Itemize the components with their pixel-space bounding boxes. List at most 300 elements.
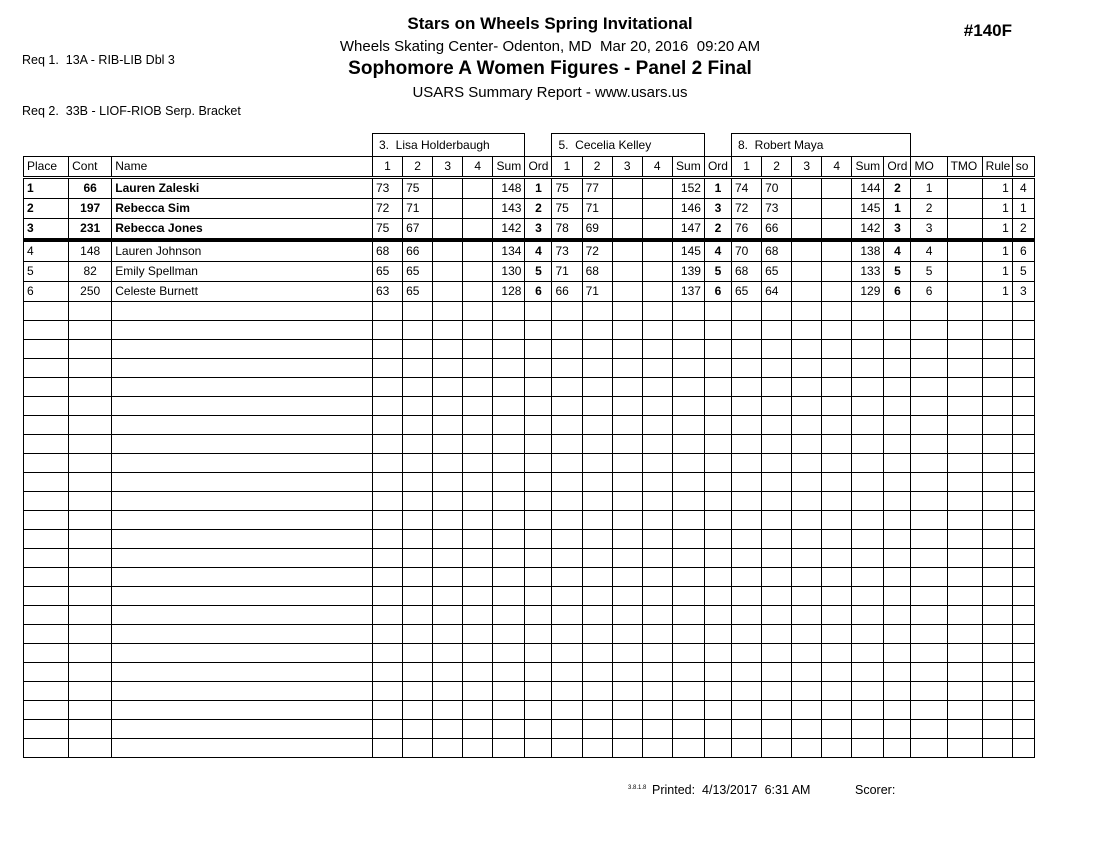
empty-cell <box>525 378 552 397</box>
empty-cell <box>582 321 612 340</box>
empty-cell <box>911 739 947 758</box>
empty-cell <box>1012 511 1034 530</box>
cell-so: 2 <box>1012 219 1034 241</box>
empty-cell <box>112 340 373 359</box>
cell-judge2-score1: 66 <box>552 282 582 302</box>
cell-judge2-score2: 69 <box>582 219 612 241</box>
cell-judge1-sum: 142 <box>493 219 525 241</box>
empty-cell <box>642 701 672 720</box>
empty-cell <box>762 302 792 321</box>
empty-cell <box>732 492 762 511</box>
empty-cell <box>852 644 884 663</box>
cell-judge3-score1: 76 <box>732 219 762 241</box>
cell-judge3-score3 <box>792 199 822 219</box>
empty-cell <box>24 416 69 435</box>
empty-cell <box>852 511 884 530</box>
empty-cell <box>947 530 982 549</box>
empty-cell <box>24 511 69 530</box>
empty-cell <box>24 663 69 682</box>
empty-cell <box>947 701 982 720</box>
empty-cell <box>433 321 463 340</box>
empty-cell <box>642 302 672 321</box>
empty-cell <box>552 340 582 359</box>
cell-so: 3 <box>1012 282 1034 302</box>
report-header <box>0 14 1100 101</box>
empty-cell <box>552 454 582 473</box>
empty-cell <box>493 511 525 530</box>
empty-cell <box>982 416 1012 435</box>
empty-cell <box>612 663 642 682</box>
empty-cell <box>884 644 911 663</box>
empty-cell <box>112 530 373 549</box>
empty-cell <box>69 492 112 511</box>
empty-row <box>24 663 1035 682</box>
empty-cell <box>552 568 582 587</box>
empty-cell <box>463 701 493 720</box>
cell-mo: 5 <box>911 262 947 282</box>
empty-cell <box>672 568 704 587</box>
empty-cell <box>552 549 582 568</box>
empty-cell <box>112 397 373 416</box>
empty-cell <box>493 492 525 511</box>
cell-judge1-score3 <box>433 199 463 219</box>
cell-judge3-score3 <box>792 262 822 282</box>
empty-cell <box>525 321 552 340</box>
empty-cell <box>403 435 433 454</box>
empty-cell <box>69 473 112 492</box>
empty-cell <box>403 644 433 663</box>
software-version: 3.8.1.8 <box>628 785 647 791</box>
cell-judge2-score3 <box>612 219 642 241</box>
empty-cell <box>852 568 884 587</box>
cell-judge3-score2: 65 <box>762 262 792 282</box>
header-judge3-2: 2 <box>762 157 792 178</box>
empty-cell <box>612 701 642 720</box>
header-judge2-1: 1 <box>552 157 582 178</box>
empty-cell <box>463 530 493 549</box>
empty-cell <box>642 587 672 606</box>
empty-cell <box>493 359 525 378</box>
empty-cell <box>911 682 947 701</box>
cell-contestant-number: 148 <box>69 240 112 262</box>
empty-cell <box>24 587 69 606</box>
empty-cell <box>704 511 731 530</box>
empty-cell <box>552 682 582 701</box>
empty-cell <box>672 340 704 359</box>
empty-cell <box>982 663 1012 682</box>
empty-cell <box>463 644 493 663</box>
cell-tmo <box>947 178 982 199</box>
empty-cell <box>732 644 762 663</box>
cell-rule: 1 <box>982 178 1012 199</box>
empty-cell <box>1012 739 1034 758</box>
empty-cell <box>525 587 552 606</box>
empty-cell <box>642 359 672 378</box>
cell-rule: 1 <box>982 262 1012 282</box>
empty-cell <box>372 739 402 758</box>
empty-cell <box>704 321 731 340</box>
empty-cell <box>884 568 911 587</box>
empty-cell <box>704 587 731 606</box>
empty-cell <box>982 549 1012 568</box>
empty-cell <box>792 416 822 435</box>
empty-cell <box>982 454 1012 473</box>
empty-cell <box>552 511 582 530</box>
empty-cell <box>762 625 792 644</box>
empty-cell <box>642 416 672 435</box>
empty-cell <box>433 663 463 682</box>
cell-judge1-score1: 75 <box>372 219 402 241</box>
empty-cell <box>463 720 493 739</box>
cell-judge2-score1: 78 <box>552 219 582 241</box>
cell-mo: 4 <box>911 240 947 262</box>
event-number: #140F <box>963 21 1012 40</box>
empty-cell <box>672 321 704 340</box>
header-judge1-4: 4 <box>463 157 493 178</box>
empty-cell <box>403 549 433 568</box>
empty-cell <box>552 663 582 682</box>
header-judge3-ord: Ord <box>884 157 911 178</box>
cell-tmo <box>947 262 982 282</box>
cell-tmo <box>947 282 982 302</box>
empty-cell <box>642 568 672 587</box>
empty-cell <box>982 473 1012 492</box>
empty-cell <box>982 340 1012 359</box>
empty-cell <box>612 473 642 492</box>
empty-cell <box>403 511 433 530</box>
empty-cell <box>732 682 762 701</box>
cell-judge1-ordinal: 1 <box>525 178 552 199</box>
empty-cell <box>762 454 792 473</box>
empty-cell <box>672 625 704 644</box>
empty-cell <box>732 568 762 587</box>
empty-cell <box>24 625 69 644</box>
empty-cell <box>112 568 373 587</box>
empty-cell <box>822 321 852 340</box>
empty-cell <box>792 530 822 549</box>
empty-cell <box>24 473 69 492</box>
empty-cell <box>852 625 884 644</box>
empty-row <box>24 321 1035 340</box>
empty-cell <box>672 606 704 625</box>
empty-cell <box>493 587 525 606</box>
cell-judge3-score2: 64 <box>762 282 792 302</box>
empty-cell <box>911 606 947 625</box>
empty-cell <box>582 549 612 568</box>
empty-cell <box>372 625 402 644</box>
empty-cell <box>732 397 762 416</box>
cell-judge2-ordinal: 6 <box>704 282 731 302</box>
empty-cell <box>24 720 69 739</box>
cell-judge1-sum: 134 <box>493 240 525 262</box>
cell-judge2-ordinal: 5 <box>704 262 731 282</box>
cell-judge2-score4 <box>642 262 672 282</box>
empty-cell <box>1012 720 1034 739</box>
header-judge3-4: 4 <box>822 157 852 178</box>
empty-cell <box>525 511 552 530</box>
summary-table <box>23 133 1035 758</box>
empty-cell <box>704 644 731 663</box>
cell-judge2-score3 <box>612 199 642 219</box>
empty-cell <box>612 606 642 625</box>
empty-cell <box>884 587 911 606</box>
judge-1-name: 3. Lisa Holderbaugh <box>372 134 524 157</box>
empty-cell <box>112 321 373 340</box>
cell-judge3-score3 <box>792 178 822 199</box>
cell-judge1-score2: 65 <box>403 282 433 302</box>
empty-cell <box>792 302 822 321</box>
empty-cell <box>762 435 792 454</box>
empty-cell <box>884 720 911 739</box>
empty-cell <box>112 625 373 644</box>
empty-cell <box>982 625 1012 644</box>
header-cont: Cont <box>69 157 112 178</box>
empty-cell <box>792 378 822 397</box>
empty-cell <box>552 321 582 340</box>
cell-mo: 1 <box>911 178 947 199</box>
empty-cell <box>112 302 373 321</box>
empty-cell <box>732 720 762 739</box>
empty-cell <box>582 606 612 625</box>
empty-cell <box>982 511 1012 530</box>
header-tmo: TMO <box>947 157 982 178</box>
empty-cell <box>642 397 672 416</box>
empty-row <box>24 530 1035 549</box>
empty-cell <box>672 302 704 321</box>
empty-cell <box>372 644 402 663</box>
cell-skater-name: Emily Spellman <box>112 262 373 282</box>
empty-cell <box>852 606 884 625</box>
empty-row <box>24 454 1035 473</box>
empty-cell <box>792 435 822 454</box>
empty-cell <box>493 454 525 473</box>
empty-cell <box>24 739 69 758</box>
header-judge1-sum: Sum <box>493 157 525 178</box>
empty-cell <box>525 663 552 682</box>
empty-cell <box>642 454 672 473</box>
empty-cell <box>463 321 493 340</box>
empty-cell <box>372 549 402 568</box>
empty-cell <box>822 473 852 492</box>
empty-cell <box>982 359 1012 378</box>
empty-cell <box>852 492 884 511</box>
empty-cell <box>552 302 582 321</box>
empty-cell <box>947 568 982 587</box>
empty-cell <box>732 549 762 568</box>
cell-judge1-score4 <box>463 219 493 241</box>
empty-cell <box>911 492 947 511</box>
empty-cell <box>947 549 982 568</box>
cell-judge1-score4 <box>463 262 493 282</box>
empty-cell <box>792 511 822 530</box>
empty-cell <box>112 682 373 701</box>
empty-cell <box>884 530 911 549</box>
empty-cell <box>463 739 493 758</box>
empty-cell <box>403 701 433 720</box>
empty-cell <box>112 701 373 720</box>
empty-cell <box>947 492 982 511</box>
empty-cell <box>911 359 947 378</box>
empty-cell <box>372 397 402 416</box>
empty-cell <box>433 549 463 568</box>
cell-judge1-score2: 75 <box>403 178 433 199</box>
empty-row <box>24 587 1035 606</box>
empty-row <box>24 682 1035 701</box>
empty-cell <box>112 644 373 663</box>
empty-cell <box>433 473 463 492</box>
report-type: USARS Summary Report - www.usars.us <box>412 83 688 101</box>
empty-cell <box>433 720 463 739</box>
empty-cell <box>947 397 982 416</box>
empty-cell <box>884 682 911 701</box>
empty-cell <box>732 454 762 473</box>
empty-cell <box>525 568 552 587</box>
empty-cell <box>433 739 463 758</box>
cell-judge3-sum: 145 <box>852 199 884 219</box>
cell-judge3-score3 <box>792 282 822 302</box>
empty-cell <box>112 720 373 739</box>
cell-judge2-sum: 137 <box>672 282 704 302</box>
empty-cell <box>1012 625 1034 644</box>
empty-cell <box>493 568 525 587</box>
empty-cell <box>642 340 672 359</box>
empty-cell <box>525 701 552 720</box>
empty-cell <box>463 549 493 568</box>
empty-cell <box>582 302 612 321</box>
empty-cell <box>704 492 731 511</box>
cell-judge3-ordinal: 4 <box>884 240 911 262</box>
empty-cell <box>911 340 947 359</box>
empty-cell <box>612 739 642 758</box>
empty-cell <box>403 340 433 359</box>
empty-cell <box>1012 606 1034 625</box>
empty-cell <box>463 340 493 359</box>
empty-cell <box>612 549 642 568</box>
empty-cell <box>525 340 552 359</box>
empty-cell <box>463 568 493 587</box>
empty-cell <box>525 530 552 549</box>
cell-judge1-score4 <box>463 178 493 199</box>
empty-cell <box>552 359 582 378</box>
header-judge2-2: 2 <box>582 157 612 178</box>
empty-cell <box>403 682 433 701</box>
empty-cell <box>525 302 552 321</box>
cell-judge2-score2: 72 <box>582 240 612 262</box>
empty-cell <box>732 416 762 435</box>
empty-cell <box>911 663 947 682</box>
empty-cell <box>822 492 852 511</box>
empty-cell <box>884 435 911 454</box>
empty-cell <box>704 549 731 568</box>
empty-row <box>24 473 1035 492</box>
cell-judge2-sum: 152 <box>672 178 704 199</box>
empty-cell <box>642 644 672 663</box>
empty-row <box>24 606 1035 625</box>
empty-cell <box>732 378 762 397</box>
empty-cell <box>69 340 112 359</box>
empty-cell <box>433 701 463 720</box>
empty-cell <box>69 397 112 416</box>
empty-cell <box>24 302 69 321</box>
empty-cell <box>672 663 704 682</box>
empty-cell <box>433 359 463 378</box>
empty-cell <box>69 663 112 682</box>
empty-cell <box>982 435 1012 454</box>
empty-cell <box>947 416 982 435</box>
empty-cell <box>672 701 704 720</box>
empty-cell <box>982 606 1012 625</box>
empty-cell <box>582 359 612 378</box>
cell-tmo <box>947 199 982 219</box>
cell-judge1-score3 <box>433 219 463 241</box>
empty-cell <box>852 378 884 397</box>
empty-cell <box>947 625 982 644</box>
cell-judge3-score2: 70 <box>762 178 792 199</box>
empty-cell <box>372 701 402 720</box>
empty-cell <box>762 473 792 492</box>
empty-cell <box>1012 473 1034 492</box>
empty-cell <box>493 302 525 321</box>
cell-contestant-number: 250 <box>69 282 112 302</box>
empty-cell <box>69 511 112 530</box>
empty-cell <box>982 682 1012 701</box>
empty-cell <box>525 473 552 492</box>
empty-cell <box>612 340 642 359</box>
empty-cell <box>24 359 69 378</box>
empty-cell <box>642 492 672 511</box>
empty-cell <box>372 416 402 435</box>
cell-judge2-score2: 71 <box>582 282 612 302</box>
cell-judge3-score2: 66 <box>762 219 792 241</box>
cell-judge2-score3 <box>612 262 642 282</box>
empty-cell <box>732 739 762 758</box>
empty-cell <box>493 549 525 568</box>
empty-cell <box>112 549 373 568</box>
empty-cell <box>69 644 112 663</box>
empty-cell <box>911 644 947 663</box>
cell-judge3-score3 <box>792 219 822 241</box>
cell-judge2-score2: 77 <box>582 178 612 199</box>
empty-cell <box>612 720 642 739</box>
empty-cell <box>672 720 704 739</box>
empty-cell <box>822 340 852 359</box>
empty-cell <box>822 530 852 549</box>
empty-cell <box>582 625 612 644</box>
empty-cell <box>612 359 642 378</box>
empty-cell <box>612 397 642 416</box>
empty-cell <box>732 511 762 530</box>
table-row <box>24 262 1035 282</box>
cell-skater-name: Rebecca Sim <box>112 199 373 219</box>
cell-judge3-score4 <box>822 262 852 282</box>
empty-cell <box>822 416 852 435</box>
empty-cell <box>463 397 493 416</box>
empty-cell <box>704 340 731 359</box>
empty-cell <box>433 340 463 359</box>
empty-row <box>24 701 1035 720</box>
printed-timestamp: Printed: 4/13/2017 6:31 AM <box>652 783 811 797</box>
empty-cell <box>947 473 982 492</box>
empty-cell <box>463 302 493 321</box>
header-judge2-4: 4 <box>642 157 672 178</box>
empty-cell <box>463 435 493 454</box>
empty-cell <box>463 587 493 606</box>
cell-judge3-score4 <box>822 199 852 219</box>
empty-cell <box>493 435 525 454</box>
empty-cell <box>792 359 822 378</box>
empty-cell <box>947 644 982 663</box>
empty-cell <box>672 397 704 416</box>
